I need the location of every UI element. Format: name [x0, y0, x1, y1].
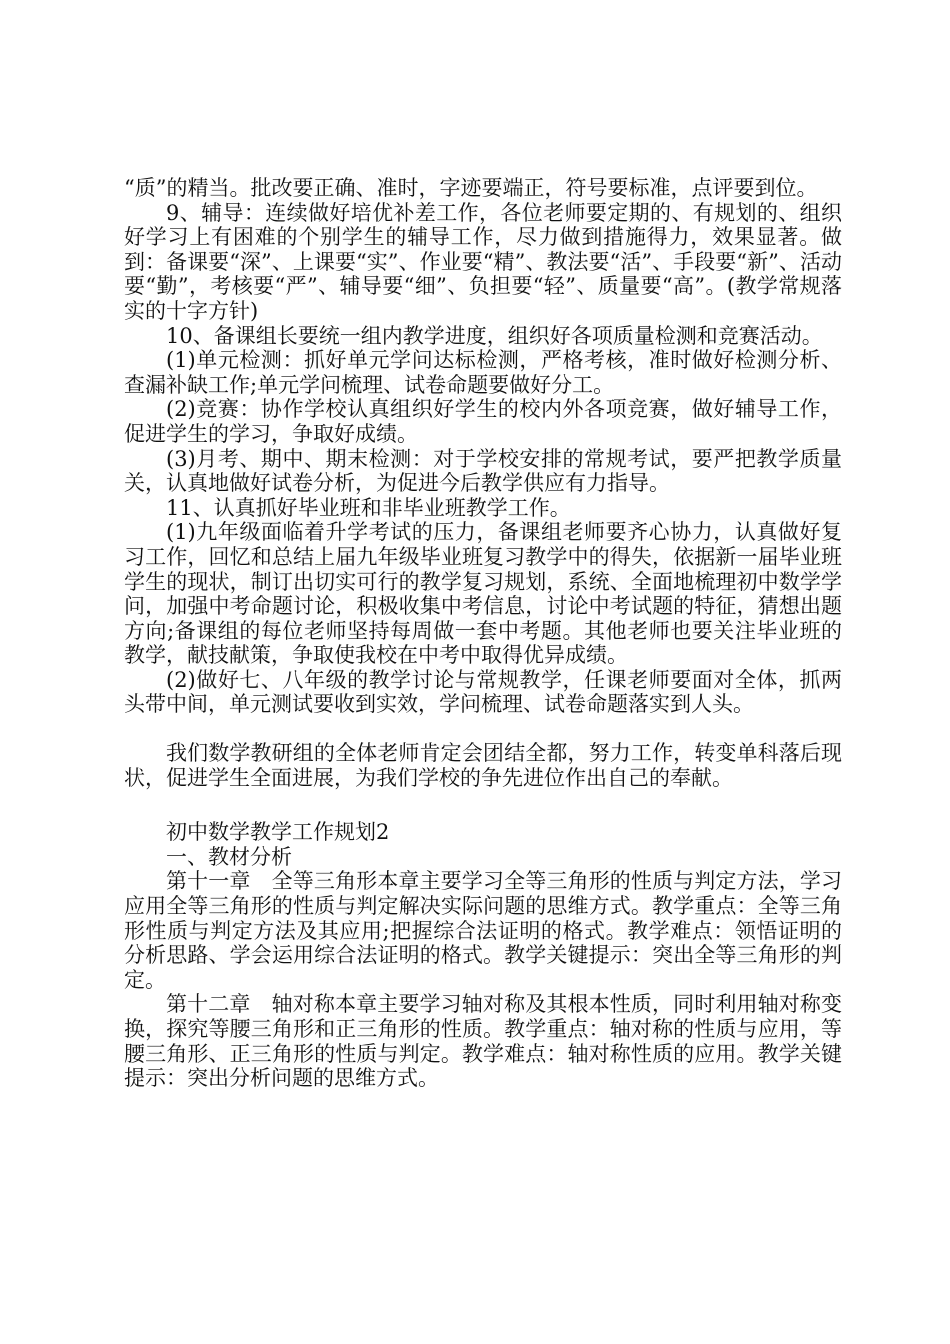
paragraph-grading-continuation: “质”的精当。批改要正确、准时，字迹要端正，符号要标准，点评要到位。	[124, 176, 818, 200]
paragraph-grades-seven-eight: (2)做好七、八年级的教学讨论与常规教学，任课老师要面对全体，抓两头带中间，单元测试要收到实效，学问梳理、试卷命题落实到人头。	[124, 667, 842, 717]
section-title-plan-2: 初中数学教学工作规划2	[166, 820, 390, 845]
paragraph-chapter-12: 第十二章 轴对称本章主要学习轴对称及其根本性质，同时利用轴对称变换，探究等腰三角形和正三角形的性质。教学重点：轴对称的性质与应用，等腰三角形、正三角形的性质与判定。教学难点：轴对称性质的应用。教学关键提示：突出分析问题的思维方式。	[124, 992, 842, 1091]
paragraph-closing-statement: 我们数学教研组的全体老师肯定会团结全都，努力工作，转变单科落后现状，促进学生全面进展，为我们学校的争先进位作出自己的奉献。	[124, 741, 842, 790]
paragraph-exams: (3)月考、期中、期末检测：对于学校安排的常规考试，要严把教学质量关，认真地做好试卷分析，为促进今后教学供应有力指导。	[124, 446, 842, 496]
document-page	[124, 176, 842, 1091]
paragraph-grade-nine: (1)九年级面临着升学考试的压力，备课组老师要齐心协力，认真做好复习工作，回忆和总结上届九年级毕业班复习教学中的得失，依据新一届毕业班学生的现状，制订出切实可行的教学复习规划，系统、全面地梳理初中数学学问，加强中考命题讨论，积极收集中考信息，讨论中考试题的特征，猜想出题方向;备课组的每位老师坚持每周做一套中考题。其他老师也要关注毕业班的教学，献技献策，争取使我校在中考中取得优异成绩。	[124, 520, 842, 668]
paragraph-item-10-lesson-prep: 10、备课组长要统一组内教学进度，组织好各项质量检测和竞赛活动。	[166, 323, 823, 348]
section-heading-textbook-analysis: 一、教材分析	[166, 844, 292, 869]
paragraph-competitions: (2)竞赛：协作学校认真组织好学生的校内外各项竞赛，做好辅导工作，促进学生的学习，争取好成绩。	[124, 397, 842, 446]
paragraph-item-11-graduating-classes: 11、认真抓好毕业班和非毕业班教学工作。	[166, 495, 571, 520]
paragraph-unit-testing: (1)单元检测：抓好单元学问达标检测，严格考核，准时做好检测分析、查漏补缺工作;单元学问梳理、试卷命题要做好分工。	[124, 348, 842, 397]
paragraph-item-9-tutoring: 9、辅导：连续做好培优补差工作，各位老师要定期的、有规划的、组织好学习上有困难的个别学生的辅导工作，尽力做到措施得力，效果显著。做到：备课要“深”、上课要“实”、作业要“精”、教法要“活”、手段要“新”、活动要“勤”，考核要“严”、辅导要“细”、负担要“轻”、质量要“高”。(教学常规落实的十字方针)	[124, 200, 842, 323]
paragraph-spacer	[124, 790, 842, 820]
paragraph-spacer	[124, 717, 842, 741]
paragraph-chapter-11: 第十一章 全等三角形本章主要学习全等三角形的性质与判定方法，学习应用全等三角形的性质与判定解决实际问题的思维方式。教学重点：全等三角形性质与判定方法及其应用;把握综合法证明的格式。教学难点：领悟证明的分析思路、学会运用综合法证明的格式。教学关键提示：突出全等三角形的判定。	[124, 869, 842, 992]
